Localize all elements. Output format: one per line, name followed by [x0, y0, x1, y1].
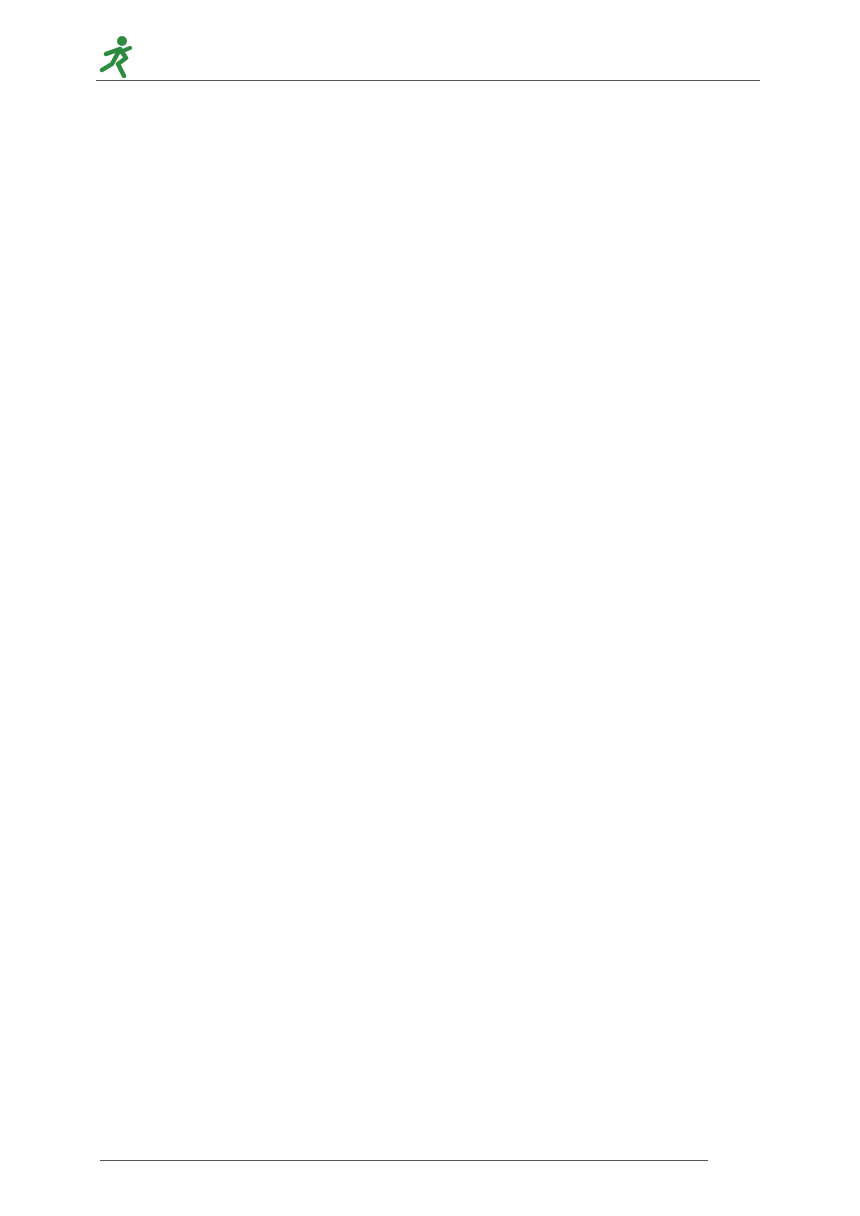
question-3 [100, 170, 760, 204]
header-divider [96, 80, 760, 81]
question-2-options-row1 [100, 102, 760, 136]
document-body [100, 92, 760, 204]
watermark [120, 360, 780, 860]
question-2-options-row2 [100, 136, 760, 170]
page-header [96, 28, 760, 84]
running-figure-icon [96, 34, 136, 78]
footer-divider [100, 1160, 708, 1161]
question-2 [100, 102, 760, 170]
question-3-options-row [100, 170, 760, 204]
site-logo[interactable] [96, 34, 266, 78]
